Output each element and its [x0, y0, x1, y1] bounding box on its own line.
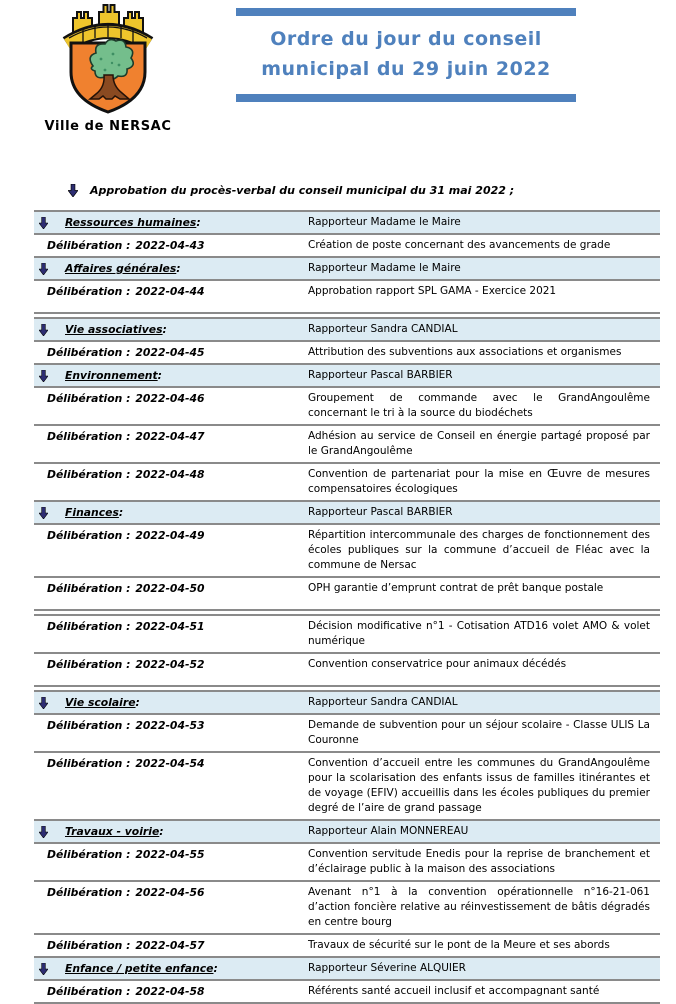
- section-label: Vie scolaire: [65, 696, 136, 709]
- agenda-section-row: [34, 502, 660, 525]
- deliberation-subject-cell: Convention d’accueil entre les communes du GrandAngoulême pour la scolarisation des enfants issus de familles itinérantes et de voyage (EFIV) accueillis dans les écoles publiques du premier degré de l’aire de grand passage: [308, 757, 650, 814]
- rapporteur-cell: Rapporteur Madame le Maire: [308, 262, 461, 274]
- deliberation-prefix: Délibération :: [47, 719, 131, 732]
- agenda-deliberation-row: [34, 281, 660, 314]
- document-title-line1: Ordre du jour du conseil: [270, 28, 542, 50]
- deliberation-cell: [34, 715, 304, 751]
- deliberation-number: 2022-04-55: [135, 848, 205, 861]
- city-logo: [42, 4, 174, 134]
- section-title-cell: [34, 365, 304, 386]
- section-label: Travaux - voirie: [65, 825, 160, 838]
- deliberation-number: 2022-04-47: [135, 430, 205, 443]
- deliberation-number: 2022-04-48: [135, 468, 205, 481]
- section-colon: :: [196, 216, 201, 229]
- deliberation-number: 2022-04-53: [135, 719, 205, 732]
- deliberation-cell: [34, 388, 304, 424]
- down-arrow-icon: [39, 963, 48, 975]
- deliberation-number: 2022-04-49: [135, 529, 205, 542]
- deliberation-subject-cell: Création de poste concernant des avancements de grade: [308, 239, 611, 251]
- deliberation-subject-cell: Convention de partenariat pour la mise en Œuvre de mesures compensatoires écologiques: [308, 468, 650, 495]
- section-colon: :: [159, 825, 164, 838]
- deliberation-cell: [34, 935, 304, 956]
- deliberation-cell: [34, 426, 304, 462]
- deliberation-number: 2022-04-45: [135, 346, 205, 359]
- deliberation-subject-cell: Adhésion au service de Conseil en énergie partagé proposé par le GrandAngoulême: [308, 430, 650, 457]
- title-bottom-rule: [236, 94, 576, 102]
- deliberation-subject-cell: Convention servitude Enedis pour la reprise de branchement et d’éclairage public à la maison des associations: [308, 848, 650, 875]
- deliberation-subject-cell: Décision modificative n°1 - Cotisation ATD16 volet AMO & volet numérique: [308, 620, 650, 647]
- deliberation-subject-cell: Demande de subvention pour un séjour scolaire - Classe ULIS La Couronne: [308, 719, 650, 746]
- deliberation-number: 2022-04-54: [135, 757, 205, 770]
- deliberation-cell: [34, 654, 304, 685]
- deliberation-prefix: Délibération :: [47, 757, 131, 770]
- agenda-deliberation-row: [34, 715, 660, 753]
- agenda-deliberation-row: [34, 388, 660, 426]
- section-label: Enfance / petite enfance: [65, 962, 214, 975]
- section-title-cell: [34, 319, 304, 340]
- agenda-deliberation-row: [34, 753, 660, 821]
- section-title-cell: [34, 821, 304, 842]
- deliberation-cell: [34, 981, 304, 1002]
- section-title-cell: [34, 692, 304, 713]
- deliberation-cell: [34, 578, 304, 609]
- section-colon: :: [157, 369, 162, 382]
- intro-item: [68, 184, 656, 197]
- deliberation-prefix: Délibération :: [47, 620, 131, 633]
- deliberation-cell: [34, 464, 304, 500]
- title-block: [236, 8, 576, 102]
- section-title-cell: [34, 258, 304, 279]
- agenda-section-row: [34, 317, 660, 342]
- section-title-cell: [34, 502, 304, 523]
- deliberation-number: 2022-04-43: [135, 239, 205, 252]
- deliberation-cell: [34, 235, 304, 256]
- deliberation-subject-cell: Attribution des subventions aux associations et organismes: [308, 346, 622, 358]
- city-name: Ville de NERSAC: [44, 119, 172, 134]
- agenda-deliberation-row: [34, 654, 660, 687]
- section-title-cell: [34, 212, 304, 233]
- deliberation-prefix: Délibération :: [47, 285, 131, 298]
- rapporteur-cell: Rapporteur Séverine ALQUIER: [308, 962, 466, 974]
- deliberation-cell: [34, 616, 304, 652]
- agenda-section-row: [34, 690, 660, 715]
- deliberation-subject-cell: Avenant n°1 à la convention opérationnelle n°16-21-061 d’action foncière relative au réinvestissement de bâtis dégradés en centre bourg: [308, 886, 650, 928]
- deliberation-prefix: Délibération :: [47, 239, 131, 252]
- down-arrow-icon: [39, 507, 48, 519]
- deliberation-subject-cell: Travaux de sécurité sur le pont de la Meure et ses abords: [308, 939, 610, 951]
- section-colon: :: [176, 262, 181, 275]
- coat-of-arms-icon: [52, 4, 164, 114]
- deliberation-subject-cell: OPH garantie d’emprunt contrat de prêt banque postale: [308, 582, 604, 594]
- deliberation-prefix: Délibération :: [47, 582, 131, 595]
- agenda-section-row: [34, 365, 660, 388]
- deliberation-subject-cell: Approbation rapport SPL GAMA - Exercice 2021: [308, 285, 557, 297]
- section-label: Finances: [65, 506, 119, 519]
- deliberation-subject-cell: Référents santé accueil inclusif et accompagnant santé: [308, 985, 600, 997]
- section-label: Ressources humaines: [65, 216, 197, 229]
- section-colon: :: [213, 962, 218, 975]
- agenda-deliberation-row: [34, 981, 660, 1004]
- deliberation-prefix: Délibération :: [47, 430, 131, 443]
- deliberation-number: 2022-04-51: [135, 620, 205, 633]
- down-arrow-icon: [39, 826, 48, 838]
- agenda-deliberation-row: [34, 578, 660, 611]
- deliberation-prefix: Délibération :: [47, 468, 131, 481]
- deliberation-prefix: Délibération :: [47, 529, 131, 542]
- agenda-table: [34, 210, 660, 1004]
- deliberation-cell: [34, 342, 304, 363]
- deliberation-cell: [34, 525, 304, 576]
- agenda-deliberation-row: [34, 614, 660, 654]
- rapporteur-cell: Rapporteur Sandra CANDIAL: [308, 696, 458, 708]
- agenda-deliberation-row: [34, 342, 660, 365]
- title-top-rule: [236, 8, 576, 16]
- deliberation-number: 2022-04-58: [135, 985, 205, 998]
- deliberation-cell: [34, 844, 304, 880]
- deliberation-prefix: Délibération :: [47, 939, 131, 952]
- deliberation-subject-cell: Groupement de commande avec le GrandAngoulême concernant le tri à la source du biodéchets: [308, 392, 650, 419]
- agenda-deliberation-row: [34, 844, 660, 882]
- down-arrow-icon: [68, 184, 78, 197]
- agenda-deliberation-row: [34, 235, 660, 258]
- rapporteur-cell: Rapporteur Madame le Maire: [308, 216, 461, 228]
- rapporteur-cell: Rapporteur Pascal BARBIER: [308, 369, 453, 381]
- section-label: Affaires générales: [65, 262, 177, 275]
- rapporteur-cell: Rapporteur Alain MONNEREAU: [308, 825, 469, 837]
- document-title-line2: municipal du 29 juin 2022: [261, 58, 551, 80]
- down-arrow-icon: [39, 324, 48, 336]
- deliberation-subject-cell: Répartition intercommunale des charges de fonctionnement des écoles publiques sur la commune d’accueil de Fléac avec la commune de Nersac: [308, 529, 650, 571]
- document-header: [0, 0, 676, 134]
- deliberation-prefix: Délibération :: [47, 658, 131, 671]
- agenda-section-row: [34, 821, 660, 844]
- deliberation-prefix: Délibération :: [47, 886, 131, 899]
- deliberation-prefix: Délibération :: [47, 848, 131, 861]
- deliberation-number: 2022-04-46: [135, 392, 205, 405]
- deliberation-prefix: Délibération :: [47, 346, 131, 359]
- down-arrow-icon: [39, 263, 48, 275]
- agenda-section-row: [34, 258, 660, 281]
- deliberation-number: 2022-04-44: [135, 285, 205, 298]
- deliberation-subject-cell: Convention conservatrice pour animaux décédés: [308, 658, 567, 670]
- agenda-deliberation-row: [34, 426, 660, 464]
- agenda-section-row: [34, 210, 660, 235]
- deliberation-number: 2022-04-50: [135, 582, 205, 595]
- deliberation-cell: [34, 753, 304, 819]
- section-colon: :: [118, 506, 124, 519]
- deliberation-cell: [34, 281, 304, 312]
- agenda-section-row: [34, 958, 660, 981]
- section-label: Vie associatives: [65, 323, 163, 336]
- section-colon: :: [135, 696, 140, 709]
- deliberation-cell: [34, 882, 304, 933]
- rapporteur-cell: Rapporteur Pascal BARBIER: [308, 506, 453, 518]
- deliberation-number: 2022-04-52: [135, 658, 205, 671]
- agenda-deliberation-row: [34, 882, 660, 935]
- rapporteur-cell: Rapporteur Sandra CANDIAL: [308, 323, 458, 335]
- section-title-cell: [34, 958, 304, 979]
- section-label: Environnement: [65, 369, 158, 382]
- down-arrow-icon: [39, 697, 48, 709]
- agenda-deliberation-row: [34, 525, 660, 578]
- section-colon: :: [162, 323, 167, 336]
- deliberation-prefix: Délibération :: [47, 985, 131, 998]
- down-arrow-icon: [39, 217, 48, 229]
- deliberation-number: 2022-04-57: [135, 939, 205, 952]
- deliberation-prefix: Délibération :: [47, 392, 131, 405]
- deliberation-number: 2022-04-56: [135, 886, 205, 899]
- down-arrow-icon: [39, 370, 48, 382]
- intro-text: Approbation du procès-verbal du conseil municipal du 31 mai 2022 ;: [90, 184, 515, 197]
- agenda-deliberation-row: [34, 935, 660, 958]
- agenda-deliberation-row: [34, 464, 660, 502]
